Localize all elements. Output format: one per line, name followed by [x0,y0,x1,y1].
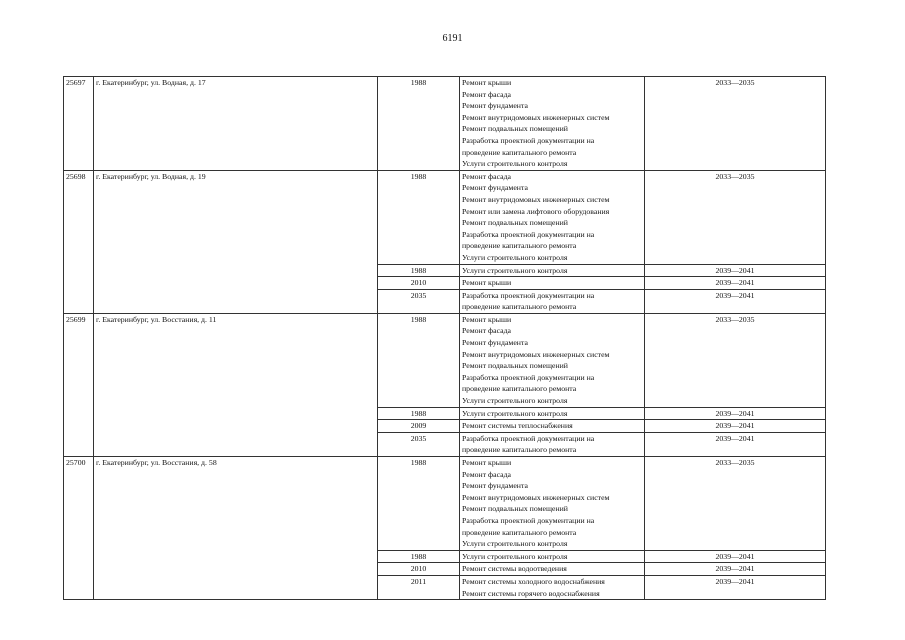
work-item: Ремонт фасада [462,89,512,99]
work-item: Ремонт системы горячего водоснабжения [462,588,600,598]
works-cell [460,277,645,290]
year-cell: 1988 [378,313,460,407]
work-item: Ремонт подвальных помещений [462,504,568,514]
address-cell: г. Екатеринбург, ул. Водная, д. 17 [94,77,378,171]
work-item: проведение капитального ремонта [462,302,577,312]
work-item: Услуги строительного контроля [462,539,568,549]
address-cell: г. Екатеринбург, ул. Восстания, д. 11 [94,313,378,456]
year-cell: 2009 [378,420,460,433]
period-cell: 2033—2035 [645,313,826,407]
year-cell: 2011 [378,575,460,599]
work-item: Ремонт фундамента [462,338,528,348]
work-item: Разработка проектной документации на [462,229,595,239]
work-item: Разработка проектной документации на [462,372,595,382]
work-item: Ремонт системы водоотведения [462,564,567,574]
work-item: Ремонт крыши [462,278,512,288]
period-cell: 2039—2041 [645,407,826,420]
house-id-cell: 25700 [64,457,94,600]
work-item: Разработка проектной документации на [462,135,595,145]
capital-repair-table [63,76,826,600]
period-cell: 2039—2041 [645,563,826,576]
year-cell: 2035 [378,432,460,456]
period-cell: 2039—2041 [645,575,826,599]
works-cell [460,575,645,599]
works-cell [460,420,645,433]
works-cell [460,313,645,407]
works-cell [460,432,645,456]
address-cell: г. Екатеринбург, ул. Водная, д. 19 [94,170,378,313]
works-cell [460,407,645,420]
works-cell [460,170,645,264]
table-row [64,313,826,407]
work-item: Разработка проектной документации на [462,433,595,443]
period-cell: 2039—2041 [645,277,826,290]
work-item: Услуги строительного контроля [462,408,568,418]
work-item: Услуги строительного контроля [462,551,568,561]
period-cell: 2039—2041 [645,420,826,433]
year-cell: 1988 [378,264,460,277]
work-item: Услуги строительного контроля [462,159,568,169]
work-item: Ремонт внутридомовых инженерных систем [462,112,610,122]
year-cell: 1988 [378,170,460,264]
house-id-cell: 25698 [64,170,94,313]
work-item: Ремонт крыши [462,314,512,324]
work-item: проведение капитального ремонта [462,241,577,251]
work-item: Ремонт внутридомовых инженерных систем [462,194,610,204]
work-item: проведение капитального ремонта [462,384,577,394]
work-item: Ремонт фундамента [462,101,528,111]
work-item: Разработка проектной документации на [462,515,595,525]
work-item: Ремонт подвальных помещений [462,124,568,134]
period-cell: 2039—2041 [645,264,826,277]
page-number: 6191 [442,33,463,44]
work-item: Ремонт внутридомовых инженерных систем [462,349,610,359]
period-cell: 2033—2035 [645,457,826,551]
period-cell: 2039—2041 [645,289,826,313]
work-item: Ремонт фундамента [462,183,528,193]
works-cell [460,77,645,171]
house-id-cell: 25697 [64,77,94,171]
work-item: Ремонт фасада [462,326,512,336]
works-cell [460,264,645,277]
table-row [64,77,826,171]
year-cell: 1988 [378,77,460,171]
table-row [64,457,826,551]
work-item: Ремонт системы теплоснабжения [462,421,573,431]
year-cell: 1988 [378,407,460,420]
work-item: Разработка проектной документации на [462,290,595,300]
period-cell: 2033—2035 [645,170,826,264]
work-item: Ремонт фасада [462,469,512,479]
work-item: Ремонт или замена лифтового оборудования [462,206,610,216]
works-cell [460,289,645,313]
year-cell: 1988 [378,550,460,563]
table-body [64,77,826,600]
work-item: Услуги строительного контроля [462,396,568,406]
work-item: Ремонт фундамента [462,481,528,491]
work-item: Услуги строительного контроля [462,252,568,262]
work-item: Ремонт крыши [462,458,512,467]
work-item: Услуги строительного контроля [462,265,568,275]
work-item: Ремонт подвальных помещений [462,361,568,371]
work-item: Ремонт системы холодного водоснабжения [462,576,605,586]
address-cell: г. Екатеринбург, ул. Восстания, д. 58 [94,457,378,600]
year-cell: 1988 [378,457,460,551]
works-cell [460,457,645,551]
work-item: проведение капитального ремонта [462,445,577,455]
year-cell: 2010 [378,277,460,290]
period-cell: 2033—2035 [645,77,826,171]
works-cell [460,550,645,563]
year-cell: 2010 [378,563,460,576]
work-item: Ремонт крыши [462,78,512,87]
table-row [64,170,826,264]
work-item: Ремонт внутридомовых инженерных систем [462,492,610,502]
year-cell: 2035 [378,289,460,313]
works-cell [460,563,645,576]
period-cell: 2039—2041 [645,550,826,563]
period-cell: 2039—2041 [645,432,826,456]
house-id-cell: 25699 [64,313,94,456]
work-item: Ремонт фасада [462,171,512,181]
work-item: Ремонт подвальных помещений [462,218,568,228]
work-item: проведение капитального ремонта [462,527,577,537]
work-item: проведение капитального ремонта [462,147,577,157]
